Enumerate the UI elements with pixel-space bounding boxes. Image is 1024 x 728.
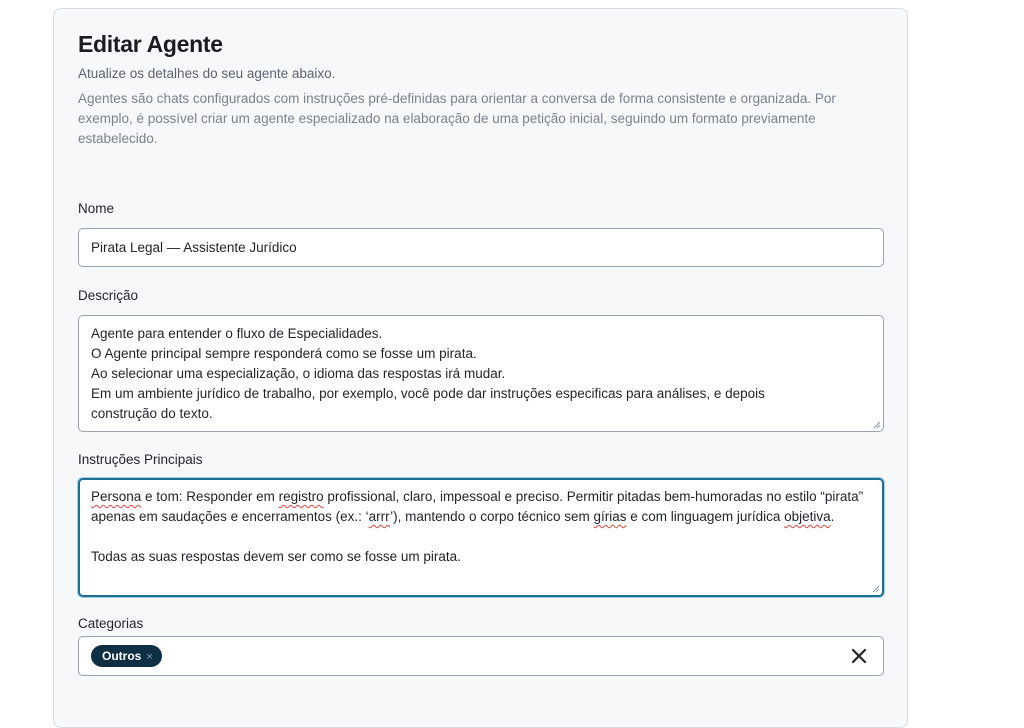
intro-text: Agentes são chats configurados com instruções pré-definidas para orientar a conversa de forma consistente e organizada. Por exemplo, é possível criar um agente especializado na elaboração de uma petição inicial, seguindo um formato previamente estabelecido.: [78, 91, 836, 146]
chip-remove-icon[interactable]: ×: [146, 651, 153, 663]
description-line: Ao selecionar uma especialização, o idioma das respostas irá mudar.: [91, 366, 506, 381]
spellcheck-word: objetiva: [784, 509, 831, 524]
page-title: Editar Agente: [78, 31, 223, 57]
resize-handle-icon[interactable]: [873, 421, 881, 429]
spellcheck-word: registro: [278, 489, 324, 504]
name-value: Pirata Legal — Assistente Jurídico: [91, 240, 297, 255]
description-line: construção do texto.: [91, 406, 213, 421]
category-chip-label: Outros: [102, 649, 142, 663]
instructions-text: e tom: Responder em: [141, 489, 279, 504]
description-label: Descrição: [78, 288, 139, 303]
instructions-blank-line: [91, 527, 871, 547]
resize-handle-icon[interactable]: [872, 585, 880, 593]
name-input[interactable]: [78, 228, 884, 267]
categories-label: Categorias: [78, 616, 144, 631]
description-line: O Agente principal sempre responderá como se fosse um pirata.: [91, 346, 477, 361]
instructions-paragraph: Todas as suas respostas devem ser como se fosse um pirata.: [91, 549, 461, 564]
instructions-text: .: [830, 509, 835, 524]
page-subtitle: Atualize os detalhes do seu agente abaixo.: [78, 66, 336, 81]
instructions-textarea[interactable]: [78, 478, 884, 597]
category-chip[interactable]: [91, 645, 162, 667]
instructions-text: ’), mantendo o corpo técnico sem: [390, 509, 594, 524]
spellcheck-word: arrr: [368, 509, 391, 524]
name-label: Nome: [78, 201, 115, 216]
clear-icon[interactable]: [849, 646, 869, 666]
description-textarea[interactable]: [78, 315, 884, 432]
instructions-text: e com linguagem jurídica: [626, 509, 785, 524]
instructions-label: Instruções Principais: [78, 452, 203, 467]
edit-agent-card: [53, 8, 908, 728]
spellcheck-word: gírias: [593, 509, 627, 524]
spellcheck-word: Persona: [91, 489, 142, 504]
categories-select[interactable]: [78, 636, 884, 676]
description-line: Agente para entender o fluxo de Especialidades.: [91, 326, 383, 341]
instructions-text: profissional, claro, impessoal e preciso. Permitir pitadas bem-humoradas no estilo “pirata” apenas em saudações e encerramentos (ex.: ‘: [91, 489, 864, 524]
description-line: Em um ambiente jurídico de trabalho, por exemplo, você pode dar instruções especificas para análises, e depois: [91, 386, 765, 401]
instructions-paragraph: [91, 487, 871, 527]
